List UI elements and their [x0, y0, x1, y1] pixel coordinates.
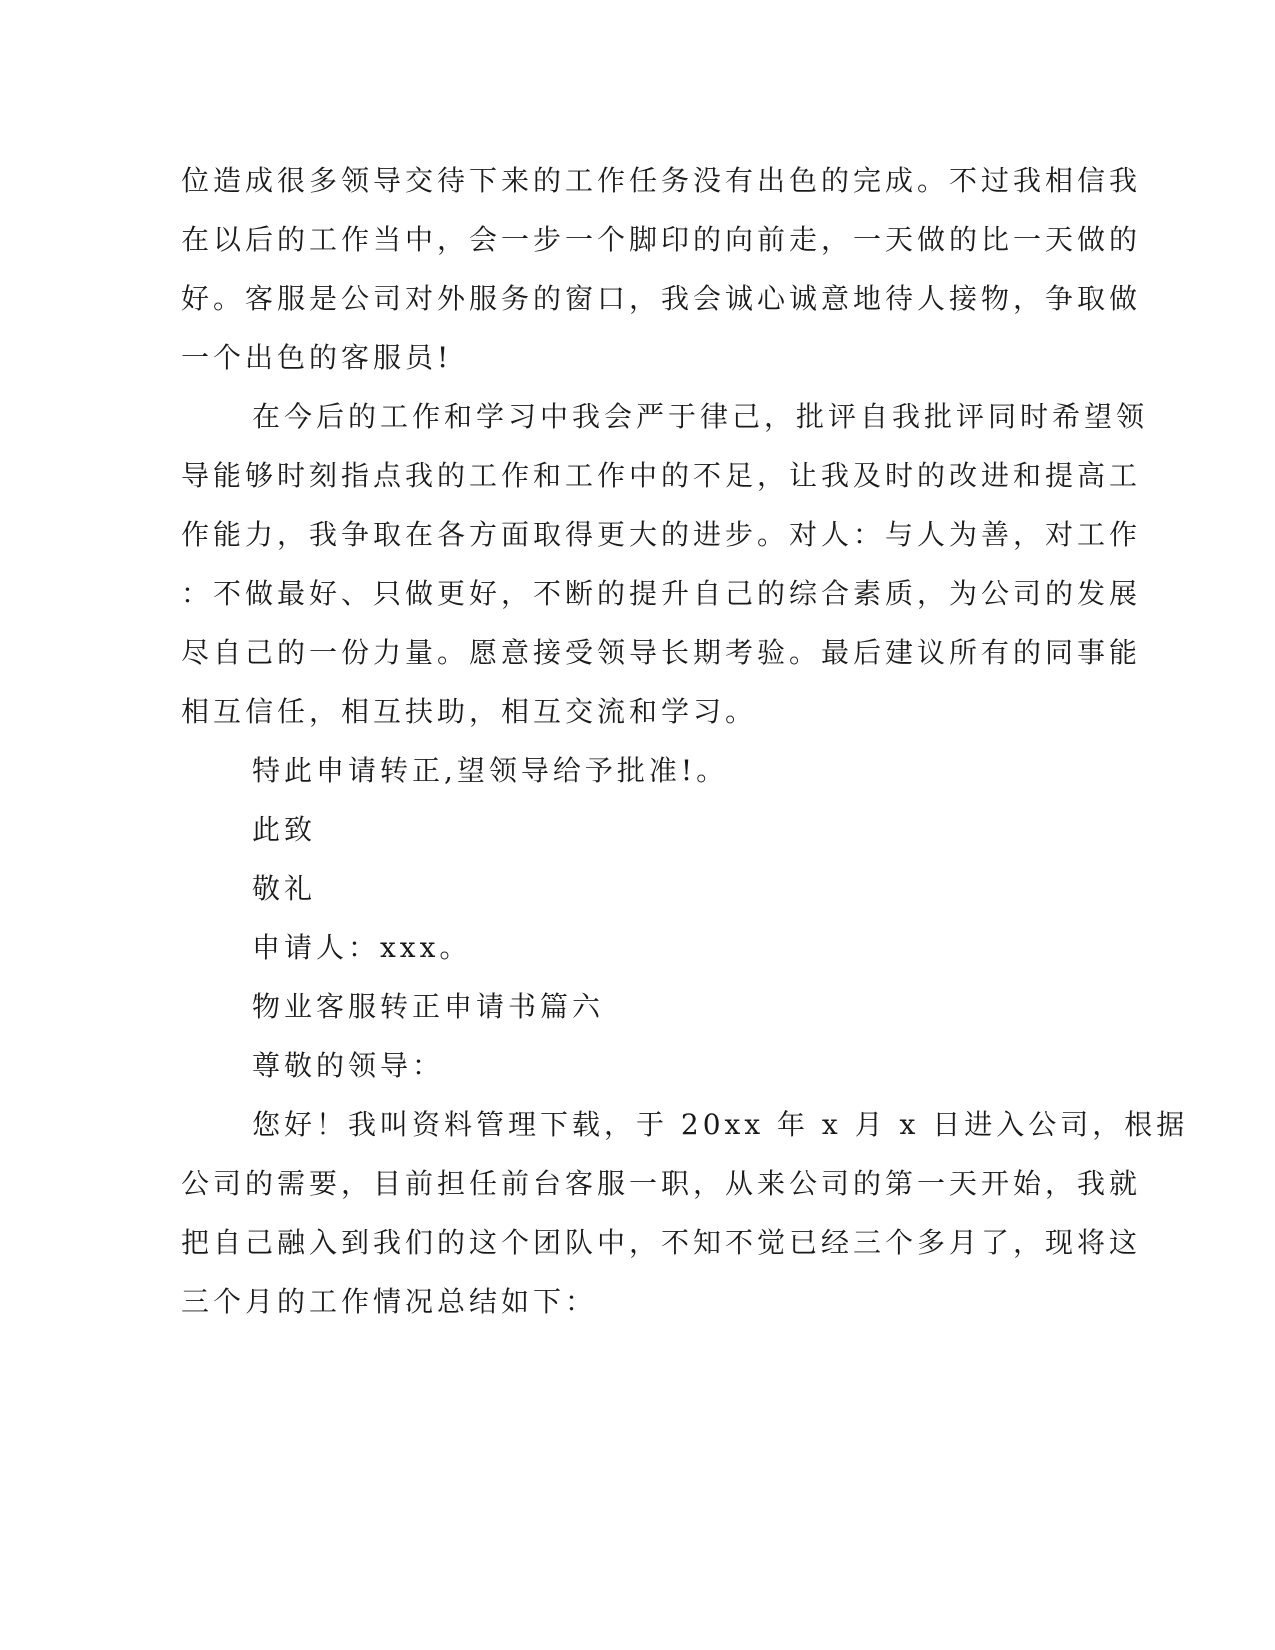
paragraph-line: 把自己融入到我们的这个团队中，不知不觉已经三个多月了，现将这	[181, 1226, 1142, 1259]
request-line: 特此申请转正,望领导给予批准!。	[252, 754, 729, 787]
paragraph-line: 作能力，我争取在各方面取得更大的进步。对人：与人为善，对工作	[181, 518, 1142, 551]
closing-line: 此致	[252, 813, 317, 846]
salutation: 尊敬的领导：	[252, 1049, 445, 1082]
paragraph-line: 一个出色的客服员!	[181, 341, 453, 374]
paragraph-line: 导能够时刻指点我的工作和工作中的不足，让我及时的改进和提高工	[181, 459, 1142, 492]
paragraph-line: 三个月的工作情况总结如下：	[181, 1285, 598, 1318]
paragraph-line: 在以后的工作当中，会一步一个脚印的向前走，一天做的比一天做的	[181, 223, 1142, 256]
paragraph-line: 位造成很多领导交待下来的工作任务没有出色的完成。不过我相信我	[181, 164, 1142, 197]
paragraph-line: 相互信任，相互扶助，相互交流和学习。	[181, 695, 758, 728]
paragraph-line: 您好！我叫资料管理下载，于 20xx 年 x 月 x 日进入公司，根据	[252, 1108, 1189, 1141]
section-title: 物业客服转正申请书篇六	[252, 990, 605, 1023]
paragraph-line: 尽自己的一份力量。愿意接受领导长期考验。最后建议所有的同事能	[181, 636, 1142, 669]
applicant-line: 申请人：xxx。	[252, 931, 472, 964]
closing-line: 敬礼	[252, 872, 317, 905]
paragraph-line: 好。客服是公司对外服务的窗口，我会诚心诚意地待人接物，争取做	[181, 282, 1142, 315]
paragraph-line: 公司的需要，目前担任前台客服一职，从来公司的第一天开始，我就	[181, 1167, 1142, 1200]
paragraph-line: ：不做最好、只做更好，不断的提升自己的综合素质，为公司的发展	[181, 577, 1142, 610]
paragraph-line: 在今后的工作和学习中我会严于律己，批评自我批评同时希望领	[252, 400, 1149, 433]
